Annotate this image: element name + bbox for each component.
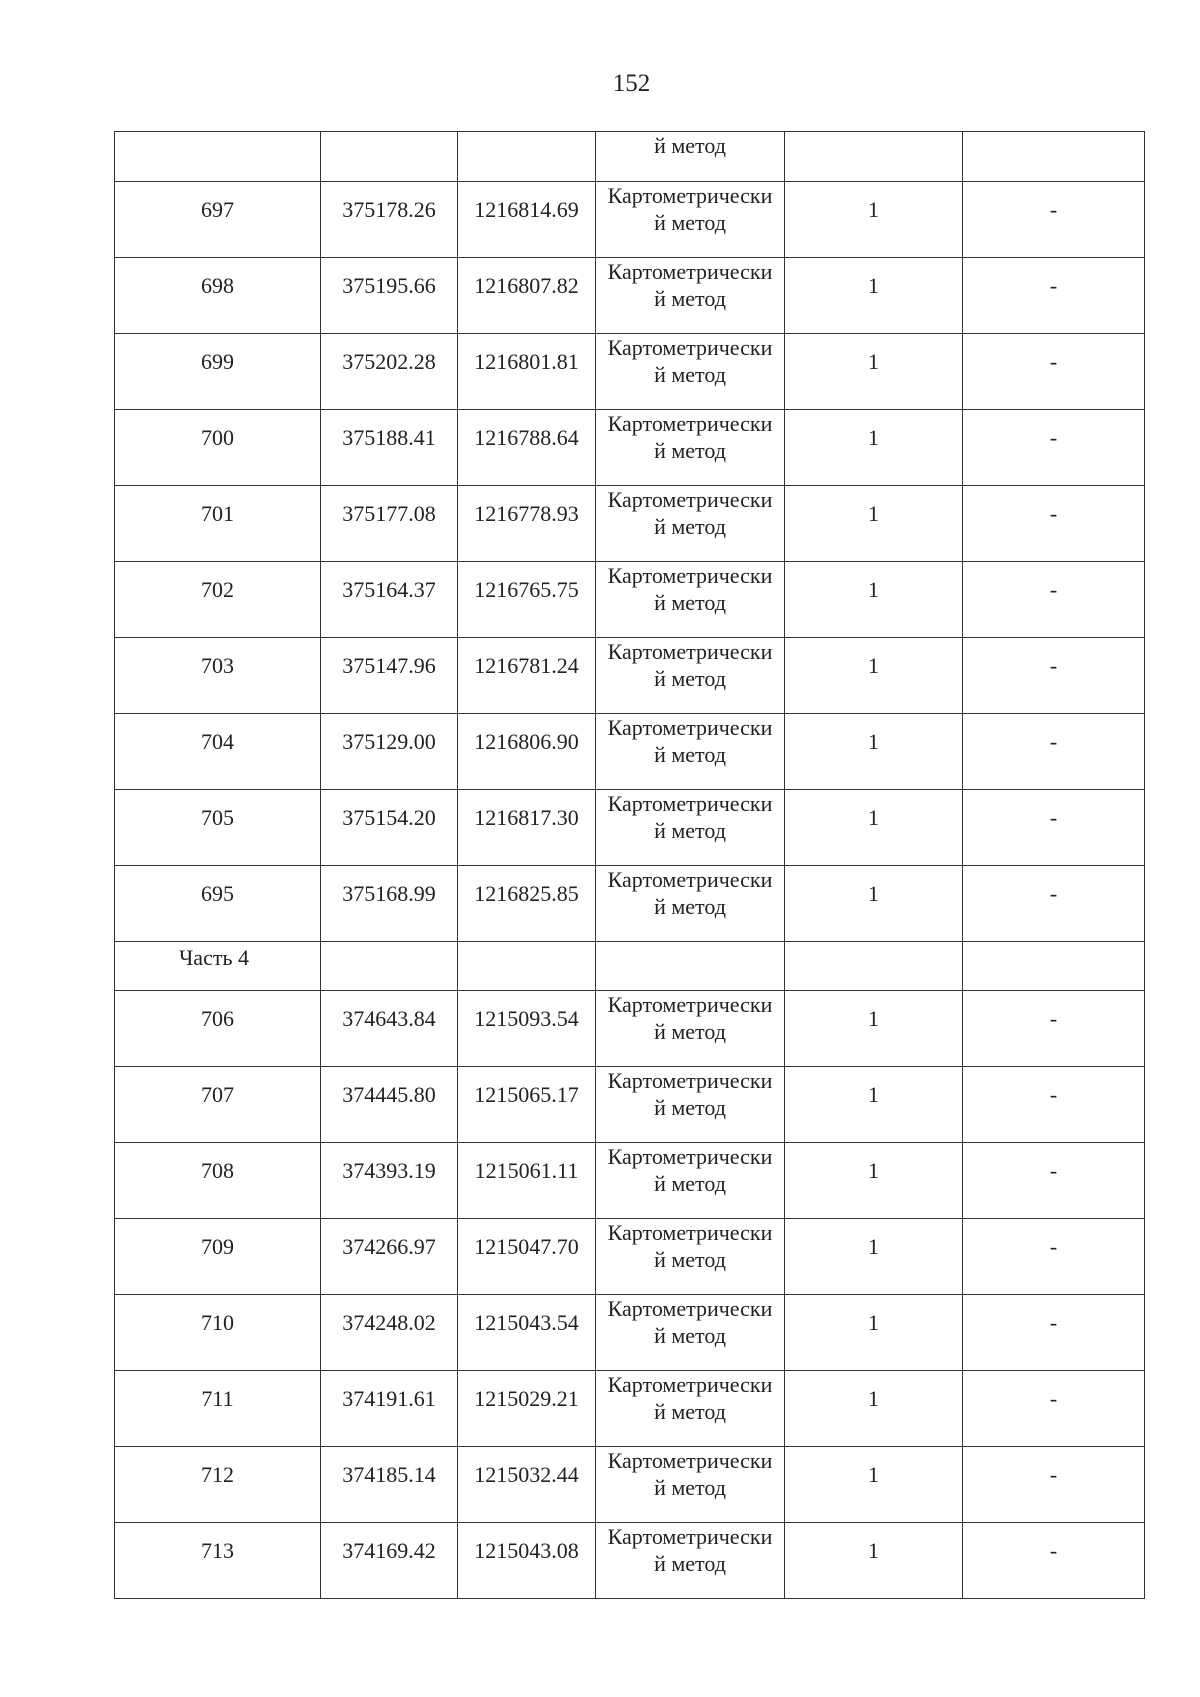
point-number-cell [115, 410, 321, 486]
method-cell [596, 258, 785, 334]
x-coordinate-cell [321, 790, 458, 866]
point-number-cell [115, 132, 321, 182]
x-coordinate: 375129.00 [342, 729, 436, 754]
point-number-cell [115, 866, 321, 942]
accuracy-value: 1 [868, 1386, 879, 1411]
point-number: 700 [201, 425, 234, 450]
method-cell [596, 714, 785, 790]
table-row [115, 991, 1145, 1067]
table-row [115, 258, 1145, 334]
note-value: - [1049, 1158, 1058, 1183]
empty-cell [963, 942, 1145, 991]
method-cell [596, 1067, 785, 1143]
method-text-line1: Картометрически [607, 1068, 773, 1093]
x-coordinate: 375168.99 [342, 881, 436, 906]
note-cell [963, 334, 1145, 410]
y-coordinate: 1216807.82 [474, 273, 579, 298]
accuracy-value: 1 [868, 1462, 879, 1487]
accuracy-cell [785, 258, 963, 334]
method-text-line1: Картометрически [607, 715, 773, 740]
note-cell [963, 132, 1145, 182]
point-number-cell [115, 638, 321, 714]
table-row [115, 1295, 1145, 1371]
x-coordinate-cell [321, 1219, 458, 1295]
accuracy-cell [785, 410, 963, 486]
point-number: 709 [201, 1234, 234, 1259]
point-number: 695 [201, 881, 234, 906]
method-text-line1: Картометрически [607, 1448, 773, 1473]
point-number: 698 [201, 273, 234, 298]
accuracy-value: 1 [868, 425, 879, 450]
method-text-line1: Картометрически [607, 259, 773, 284]
point-number: 710 [201, 1310, 234, 1335]
table-row [115, 182, 1145, 258]
method-text-line1: Картометрически [607, 1144, 773, 1169]
table-row [115, 638, 1145, 714]
method-text-line1: Картометрически [607, 992, 773, 1017]
empty-cell [785, 942, 963, 991]
y-coordinate: 1215032.44 [474, 1462, 579, 1487]
note-cell [963, 1143, 1145, 1219]
note-value: - [1049, 1082, 1058, 1107]
part-header-row [115, 942, 1145, 991]
point-number: 708 [201, 1158, 234, 1183]
point-number: 701 [201, 501, 234, 526]
point-number: 707 [201, 1082, 234, 1107]
y-coordinate: 1215093.54 [474, 1006, 579, 1031]
y-coordinate-cell [458, 1295, 596, 1371]
method-cell [596, 334, 785, 410]
method-text-line2: й метод [654, 1323, 726, 1348]
note-cell [963, 866, 1145, 942]
method-cell [596, 1447, 785, 1523]
note-value: - [1049, 1006, 1058, 1031]
point-number-cell [115, 1447, 321, 1523]
x-coordinate: 375195.66 [342, 273, 436, 298]
method-text-line1: Картометрически [607, 639, 773, 664]
table-row [115, 1219, 1145, 1295]
method-text-line2: й метод [654, 894, 726, 919]
y-coordinate: 1215043.08 [474, 1538, 579, 1563]
x-coordinate: 374266.97 [342, 1234, 436, 1259]
y-coordinate-cell [458, 1219, 596, 1295]
x-coordinate-cell [321, 182, 458, 258]
method-text-line2: й метод [654, 286, 726, 311]
point-number: 706 [201, 1006, 234, 1031]
table-row [115, 1447, 1145, 1523]
note-value: - [1049, 1386, 1058, 1411]
accuracy-cell [785, 132, 963, 182]
y-coordinate-cell [458, 258, 596, 334]
note-cell [963, 562, 1145, 638]
note-value: - [1049, 425, 1058, 450]
x-coordinate: 375188.41 [342, 425, 436, 450]
table-row [115, 334, 1145, 410]
point-number-cell [115, 1523, 321, 1599]
method-text-line2: й метод [654, 1019, 726, 1044]
point-number-cell [115, 258, 321, 334]
accuracy-cell [785, 638, 963, 714]
x-coordinate-cell [321, 410, 458, 486]
x-coordinate: 374169.42 [342, 1538, 436, 1563]
y-coordinate-cell [458, 1067, 596, 1143]
accuracy-value: 1 [868, 1538, 879, 1563]
y-coordinate: 1216817.30 [474, 805, 579, 830]
accuracy-cell [785, 790, 963, 866]
coordinates-table [114, 131, 1145, 1599]
x-coordinate: 375147.96 [342, 653, 436, 678]
method-cell [596, 1143, 785, 1219]
method-text-line1: Картометрически [607, 335, 773, 360]
note-value: - [1049, 1234, 1058, 1259]
point-number: 713 [201, 1538, 234, 1563]
note-cell [963, 1067, 1145, 1143]
x-coordinate-cell [321, 1523, 458, 1599]
note-value: - [1049, 653, 1058, 678]
note-value: - [1049, 805, 1058, 830]
accuracy-cell [785, 1523, 963, 1599]
accuracy-cell [785, 182, 963, 258]
accuracy-value: 1 [868, 273, 879, 298]
accuracy-value: 1 [868, 1006, 879, 1031]
table-row [115, 1371, 1145, 1447]
note-cell [963, 182, 1145, 258]
method-text-line2: й метод [654, 514, 726, 539]
table-row [115, 410, 1145, 486]
note-cell [963, 638, 1145, 714]
y-coordinate: 1216781.24 [474, 653, 579, 678]
point-number: 704 [201, 729, 234, 754]
accuracy-cell [785, 1143, 963, 1219]
y-coordinate-cell [458, 562, 596, 638]
method-text-line1: Картометрически [607, 791, 773, 816]
accuracy-cell [785, 714, 963, 790]
point-number-cell [115, 790, 321, 866]
method-text-line1: Картометрически [607, 1220, 773, 1245]
y-coordinate-cell [458, 334, 596, 410]
empty-cell [458, 942, 596, 991]
y-coordinate: 1215061.11 [474, 1158, 579, 1183]
method-text-line2: й метод [654, 1171, 726, 1196]
point-number: 711 [201, 1386, 234, 1411]
y-coordinate-cell [458, 486, 596, 562]
method-text-line2: й метод [654, 818, 726, 843]
y-coordinate-cell [458, 866, 596, 942]
method-cell [596, 410, 785, 486]
method-cell [596, 182, 785, 258]
x-coordinate-cell [321, 486, 458, 562]
accuracy-value: 1 [868, 1234, 879, 1259]
y-coordinate-cell [458, 714, 596, 790]
point-number: 712 [201, 1462, 234, 1487]
note-cell [963, 1371, 1145, 1447]
y-coordinate: 1216825.85 [474, 881, 579, 906]
y-coordinate-cell [458, 638, 596, 714]
y-coordinate: 1216801.81 [474, 349, 579, 374]
point-number-cell [115, 1143, 321, 1219]
method-text-line2: й метод [654, 590, 726, 615]
method-cell [596, 991, 785, 1067]
method-text-line1: Картометрически [607, 1524, 773, 1549]
accuracy-cell [785, 334, 963, 410]
accuracy-value: 1 [868, 349, 879, 374]
accuracy-value: 1 [868, 729, 879, 754]
method-text-line1: Картометрически [607, 487, 773, 512]
point-number-cell [115, 562, 321, 638]
empty-cell [596, 942, 785, 991]
x-coordinate-cell [321, 562, 458, 638]
x-coordinate-cell [321, 1143, 458, 1219]
method-text-line1: Картометрически [607, 1296, 773, 1321]
note-value: - [1049, 881, 1058, 906]
table-row [115, 1523, 1145, 1599]
y-coordinate: 1216778.93 [474, 501, 579, 526]
accuracy-cell [785, 866, 963, 942]
y-coordinate-cell [458, 132, 596, 182]
note-value: - [1049, 197, 1058, 222]
method-text-line2: й метод [654, 1551, 726, 1576]
accuracy-cell [785, 1371, 963, 1447]
x-coordinate-cell [321, 1295, 458, 1371]
x-coordinate-cell [321, 866, 458, 942]
page-number: 152 [612, 70, 651, 97]
note-value: - [1049, 1538, 1058, 1563]
y-coordinate-cell [458, 1143, 596, 1219]
method-text-line2: й метод [654, 1247, 726, 1272]
method-text-line2: й метод [654, 666, 726, 691]
empty-cell [321, 942, 458, 991]
x-coordinate: 374445.80 [342, 1082, 436, 1107]
method-text-line1: Картометрически [607, 867, 773, 892]
x-coordinate: 374248.02 [342, 1310, 436, 1335]
x-coordinate: 375154.20 [342, 805, 436, 830]
note-value: - [1049, 577, 1058, 602]
table-row [115, 714, 1145, 790]
x-coordinate: 374643.84 [342, 1006, 436, 1031]
method-cell [596, 486, 785, 562]
table-row [115, 1067, 1145, 1143]
point-number: 702 [201, 577, 234, 602]
accuracy-value: 1 [868, 881, 879, 906]
note-cell [963, 258, 1145, 334]
accuracy-value: 1 [868, 1158, 879, 1183]
note-value: - [1049, 729, 1058, 754]
accuracy-cell [785, 1447, 963, 1523]
x-coordinate: 375178.26 [342, 197, 436, 222]
accuracy-value: 1 [868, 1082, 879, 1107]
note-value: - [1049, 501, 1058, 526]
method-text-line2: й метод [654, 210, 726, 235]
x-coordinate-cell [321, 334, 458, 410]
method-text-line2: й метод [654, 438, 726, 463]
method-cell [596, 1371, 785, 1447]
point-number: 697 [201, 197, 234, 222]
accuracy-value: 1 [868, 1310, 879, 1335]
note-cell [963, 486, 1145, 562]
point-number-cell [115, 991, 321, 1067]
method-text-line2: й метод [654, 1095, 726, 1120]
note-cell [963, 410, 1145, 486]
accuracy-cell [785, 1295, 963, 1371]
point-number: 699 [201, 349, 234, 374]
y-coordinate-cell [458, 991, 596, 1067]
accuracy-cell [785, 486, 963, 562]
accuracy-cell [785, 1067, 963, 1143]
x-coordinate: 374185.14 [342, 1462, 436, 1487]
y-coordinate-cell [458, 1523, 596, 1599]
note-cell [963, 1523, 1145, 1599]
note-value: - [1049, 349, 1058, 374]
point-number-cell [115, 1219, 321, 1295]
method-cell [596, 790, 785, 866]
method-text-line2: й метод [654, 1475, 726, 1500]
accuracy-value: 1 [868, 653, 879, 678]
accuracy-value: 1 [868, 805, 879, 830]
x-coordinate-cell [321, 714, 458, 790]
accuracy-value: 1 [868, 577, 879, 602]
x-coordinate: 375164.37 [342, 577, 436, 602]
method-text-line2: й метод [654, 362, 726, 387]
x-coordinate: 374191.61 [342, 1386, 436, 1411]
method-cell [596, 562, 785, 638]
y-coordinate: 1215065.17 [474, 1082, 579, 1107]
x-coordinate: 374393.19 [342, 1158, 436, 1183]
table-row [115, 1143, 1145, 1219]
accuracy-cell [785, 1219, 963, 1295]
y-coordinate-cell [458, 182, 596, 258]
point-number-cell [115, 1295, 321, 1371]
note-value: - [1049, 1310, 1058, 1335]
x-coordinate-cell [321, 1447, 458, 1523]
table-row [115, 562, 1145, 638]
x-coordinate-cell [321, 258, 458, 334]
accuracy-value: 1 [868, 501, 879, 526]
x-coordinate-cell [321, 991, 458, 1067]
note-value: - [1049, 273, 1058, 298]
note-cell [963, 1219, 1145, 1295]
x-coordinate-cell [321, 638, 458, 714]
method-text-line1: Картометрически [607, 1372, 773, 1397]
method-text-line1: Картометрически [607, 183, 773, 208]
continuation-row [115, 132, 1145, 182]
point-number-cell [115, 1371, 321, 1447]
method-cell [596, 1219, 785, 1295]
point-number-cell [115, 1067, 321, 1143]
y-coordinate-cell [458, 1371, 596, 1447]
accuracy-cell [785, 562, 963, 638]
part-label: Часть 4 [179, 945, 249, 970]
method-cell [596, 866, 785, 942]
note-cell [963, 991, 1145, 1067]
method-cell [596, 638, 785, 714]
y-coordinate-cell [458, 790, 596, 866]
method-text-line1: Картометрически [607, 563, 773, 588]
note-cell [963, 790, 1145, 866]
note-value: - [1049, 1462, 1058, 1487]
method-cell [596, 1523, 785, 1599]
point-number-cell [115, 486, 321, 562]
point-number-cell [115, 714, 321, 790]
accuracy-value: 1 [868, 197, 879, 222]
accuracy-cell [785, 991, 963, 1067]
method-cell [596, 132, 785, 182]
y-coordinate-cell [458, 410, 596, 486]
y-coordinate-cell [458, 1447, 596, 1523]
y-coordinate: 1216788.64 [474, 425, 579, 450]
method-text-line1: Картометрически [607, 411, 773, 436]
method-text: й метод [654, 133, 726, 158]
table-row [115, 790, 1145, 866]
method-text-line2: й метод [654, 742, 726, 767]
x-coordinate-cell [321, 1067, 458, 1143]
note-cell [963, 1295, 1145, 1371]
y-coordinate: 1216806.90 [474, 729, 579, 754]
y-coordinate: 1216814.69 [474, 197, 579, 222]
y-coordinate: 1215029.21 [474, 1386, 579, 1411]
method-cell [596, 1295, 785, 1371]
table-row [115, 486, 1145, 562]
x-coordinate: 375177.08 [342, 501, 436, 526]
note-cell [963, 1447, 1145, 1523]
y-coordinate: 1215047.70 [474, 1234, 579, 1259]
point-number-cell [115, 182, 321, 258]
y-coordinate: 1216765.75 [474, 577, 579, 602]
x-coordinate: 375202.28 [342, 349, 436, 374]
point-number-cell [115, 334, 321, 410]
table-row [115, 866, 1145, 942]
note-cell [963, 714, 1145, 790]
y-coordinate: 1215043.54 [474, 1310, 579, 1335]
point-number: 705 [201, 805, 234, 830]
part-label-cell [115, 942, 321, 991]
method-text-line2: й метод [654, 1399, 726, 1424]
x-coordinate-cell [321, 132, 458, 182]
x-coordinate-cell [321, 1371, 458, 1447]
coordinates-table-body [115, 132, 1145, 1599]
point-number: 703 [201, 653, 234, 678]
